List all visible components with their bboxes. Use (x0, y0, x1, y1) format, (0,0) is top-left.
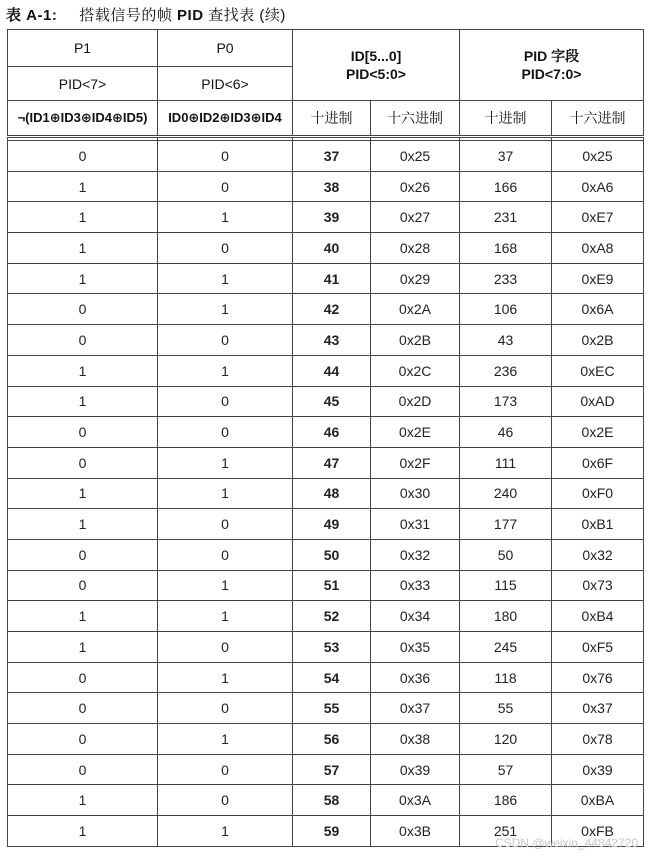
pid-hex: 0x76 (552, 662, 644, 693)
id-hex: 0x33 (371, 570, 460, 601)
pid-decimal: 57 (460, 754, 552, 785)
p1-value: 1 (8, 202, 158, 233)
p0-value: 1 (158, 202, 293, 233)
id-hex: 0x38 (371, 724, 460, 755)
header-pid7: PID<7> (8, 67, 158, 101)
pid-decimal: 111 (460, 447, 552, 478)
id-decimal: 55 (293, 693, 371, 724)
formula-p0: ID0⊕ID2⊕ID3⊕ID4 (158, 101, 293, 137)
p1-value: 1 (8, 263, 158, 294)
p1-value: 1 (8, 509, 158, 540)
pid-hex: 0x78 (552, 724, 644, 755)
pid-hex: 0xB1 (552, 509, 644, 540)
id-decimal: 41 (293, 263, 371, 294)
id-decimal: 51 (293, 570, 371, 601)
p0-value: 1 (158, 355, 293, 386)
p1-value: 0 (8, 754, 158, 785)
header-id-pid: PID<5:0> (346, 66, 406, 82)
p0-value: 1 (158, 263, 293, 294)
pid-decimal: 186 (460, 785, 552, 816)
header-id-decimal: 十进制 (293, 101, 371, 137)
table-row (8, 754, 644, 785)
id-hex: 0x26 (371, 171, 460, 202)
p1-value: 1 (8, 632, 158, 663)
watermark: CSDN @weixin_44842720 (495, 836, 638, 850)
table-row (8, 233, 644, 264)
p1-value: 1 (8, 233, 158, 264)
pid-decimal: 37 (460, 141, 552, 172)
id-decimal: 58 (293, 785, 371, 816)
pid-decimal: 233 (460, 263, 552, 294)
header-pid-decimal: 十进制 (460, 101, 552, 137)
table-row (8, 693, 644, 724)
pid-hex: 0x25 (552, 141, 644, 172)
pid-hex: 0xFB (552, 816, 644, 847)
p0-value: 1 (158, 724, 293, 755)
header-id (293, 30, 460, 101)
p1-value: 0 (8, 570, 158, 601)
p1-value: 0 (8, 662, 158, 693)
p0-value: 1 (158, 662, 293, 693)
p0-value: 0 (158, 386, 293, 417)
id-hex: 0x34 (371, 601, 460, 632)
table-row (8, 417, 644, 448)
p0-value: 1 (158, 447, 293, 478)
pid-decimal: 55 (460, 693, 552, 724)
id-decimal: 46 (293, 417, 371, 448)
pid-hex: 0xAD (552, 386, 644, 417)
table-row (8, 478, 644, 509)
p1-value: 1 (8, 816, 158, 847)
id-decimal: 39 (293, 202, 371, 233)
id-hex: 0x2E (371, 417, 460, 448)
p1-value: 1 (8, 355, 158, 386)
pid-decimal: 115 (460, 570, 552, 601)
pid-hex: 0x2E (552, 417, 644, 448)
p0-value: 0 (158, 693, 293, 724)
pid-decimal: 50 (460, 539, 552, 570)
p1-value: 0 (8, 693, 158, 724)
caption-text-2: 查找表 (续) (208, 7, 286, 24)
table-row (8, 570, 644, 601)
p0-value: 0 (158, 171, 293, 202)
table-row (8, 632, 644, 663)
header-pid6: PID<6> (158, 67, 293, 101)
p0-value: 0 (158, 141, 293, 172)
pid-hex: 0x32 (552, 539, 644, 570)
p1-value: 1 (8, 171, 158, 202)
id-hex: 0x25 (371, 141, 460, 172)
id-decimal: 37 (293, 141, 371, 172)
table-row (8, 325, 644, 356)
id-decimal: 49 (293, 509, 371, 540)
id-hex: 0x29 (371, 263, 460, 294)
pid-decimal: 173 (460, 386, 552, 417)
header-pid-field-range: PID<7:0> (521, 66, 582, 82)
p1-value: 0 (8, 447, 158, 478)
pid-hex: 0xBA (552, 785, 644, 816)
id-hex: 0x31 (371, 509, 460, 540)
id-hex: 0x3B (371, 816, 460, 847)
header-p0: P0 (158, 30, 293, 67)
p1-value: 1 (8, 601, 158, 632)
id-decimal: 38 (293, 171, 371, 202)
formula-p1: ¬(ID1⊕ID3⊕ID4⊕ID5) (8, 101, 158, 137)
table-row (8, 294, 644, 325)
p0-value: 0 (158, 539, 293, 570)
table-row (8, 141, 644, 172)
pid-decimal: 177 (460, 509, 552, 540)
pid-hex: 0xE7 (552, 202, 644, 233)
pid-hex: 0x39 (552, 754, 644, 785)
p0-value: 0 (158, 785, 293, 816)
p0-value: 0 (158, 417, 293, 448)
caption-pid: PID (177, 7, 204, 24)
table-row (8, 202, 644, 233)
id-hex: 0x30 (371, 478, 460, 509)
caption-text: 搭载信号的帧 (79, 7, 173, 24)
table-row (8, 355, 644, 386)
id-hex: 0x2A (371, 294, 460, 325)
p1-value: 0 (8, 141, 158, 172)
id-hex: 0x37 (371, 693, 460, 724)
table-row (8, 539, 644, 570)
id-decimal: 59 (293, 816, 371, 847)
id-decimal: 57 (293, 754, 371, 785)
pid-decimal: 43 (460, 325, 552, 356)
header-pid-field-name: PID 字段 (523, 48, 580, 64)
pid-hex: 0x6A (552, 294, 644, 325)
id-decimal: 44 (293, 355, 371, 386)
p0-value: 0 (158, 509, 293, 540)
table-row (8, 601, 644, 632)
id-decimal: 54 (293, 662, 371, 693)
p1-value: 1 (8, 478, 158, 509)
header-id-range: ID[5...0] (350, 48, 402, 64)
header-pid-hex: 十六进制 (552, 101, 644, 137)
p0-value: 1 (158, 478, 293, 509)
pid-hex: 0x73 (552, 570, 644, 601)
pid-hex: 0x6F (552, 447, 644, 478)
pid-hex: 0xE9 (552, 263, 644, 294)
p0-value: 1 (158, 601, 293, 632)
pid-hex: 0x2B (552, 325, 644, 356)
id-hex: 0x28 (371, 233, 460, 264)
table-row (8, 171, 644, 202)
table-row (8, 662, 644, 693)
id-hex: 0x3A (371, 785, 460, 816)
p1-value: 0 (8, 417, 158, 448)
table-row (8, 785, 644, 816)
id-hex: 0x2B (371, 325, 460, 356)
p1-value: 0 (8, 539, 158, 570)
caption-label: 表 A-1: (6, 7, 58, 24)
pid-decimal: 251 (460, 816, 552, 847)
p0-value: 0 (158, 754, 293, 785)
p0-value: 1 (158, 570, 293, 601)
pid-decimal: 236 (460, 355, 552, 386)
p1-value: 1 (8, 785, 158, 816)
id-hex: 0x39 (371, 754, 460, 785)
p1-value: 1 (8, 386, 158, 417)
p1-value: 0 (8, 325, 158, 356)
pid-decimal: 120 (460, 724, 552, 755)
pid-decimal: 180 (460, 601, 552, 632)
p0-value: 0 (158, 325, 293, 356)
pid-hex: 0xB4 (552, 601, 644, 632)
id-decimal: 43 (293, 325, 371, 356)
pid-hex: 0xEC (552, 355, 644, 386)
pid-hex: 0xA8 (552, 233, 644, 264)
id-decimal: 50 (293, 539, 371, 570)
id-decimal: 40 (293, 233, 371, 264)
header-p1: P1 (8, 30, 158, 67)
id-decimal: 48 (293, 478, 371, 509)
pid-decimal: 46 (460, 417, 552, 448)
table-row (8, 386, 644, 417)
pid-decimal: 168 (460, 233, 552, 264)
header-id-hex: 十六进制 (371, 101, 460, 137)
p0-value: 1 (158, 816, 293, 847)
id-decimal: 45 (293, 386, 371, 417)
table-body (8, 137, 644, 847)
p0-value: 0 (158, 233, 293, 264)
p1-value: 0 (8, 294, 158, 325)
id-decimal: 42 (293, 294, 371, 325)
pid-hex: 0xA6 (552, 171, 644, 202)
p0-value: 1 (158, 294, 293, 325)
id-hex: 0x2D (371, 386, 460, 417)
header-pid-field (460, 30, 644, 101)
pid-decimal: 245 (460, 632, 552, 663)
table-row (8, 509, 644, 540)
id-hex: 0x32 (371, 539, 460, 570)
p1-value: 0 (8, 724, 158, 755)
pid-lookup-table (7, 29, 644, 847)
pid-hex: 0x37 (552, 693, 644, 724)
p0-value: 0 (158, 632, 293, 663)
pid-decimal: 106 (460, 294, 552, 325)
id-hex: 0x36 (371, 662, 460, 693)
id-decimal: 56 (293, 724, 371, 755)
pid-decimal: 166 (460, 171, 552, 202)
id-hex: 0x27 (371, 202, 460, 233)
id-decimal: 53 (293, 632, 371, 663)
id-hex: 0x35 (371, 632, 460, 663)
table-row (8, 724, 644, 755)
pid-decimal: 240 (460, 478, 552, 509)
pid-decimal: 118 (460, 662, 552, 693)
id-decimal: 47 (293, 447, 371, 478)
pid-hex: 0xF0 (552, 478, 644, 509)
pid-hex: 0xF5 (552, 632, 644, 663)
id-decimal: 52 (293, 601, 371, 632)
table-row (8, 263, 644, 294)
id-hex: 0x2F (371, 447, 460, 478)
table-caption (6, 4, 286, 25)
table-row (8, 447, 644, 478)
pid-decimal: 231 (460, 202, 552, 233)
id-hex: 0x2C (371, 355, 460, 386)
